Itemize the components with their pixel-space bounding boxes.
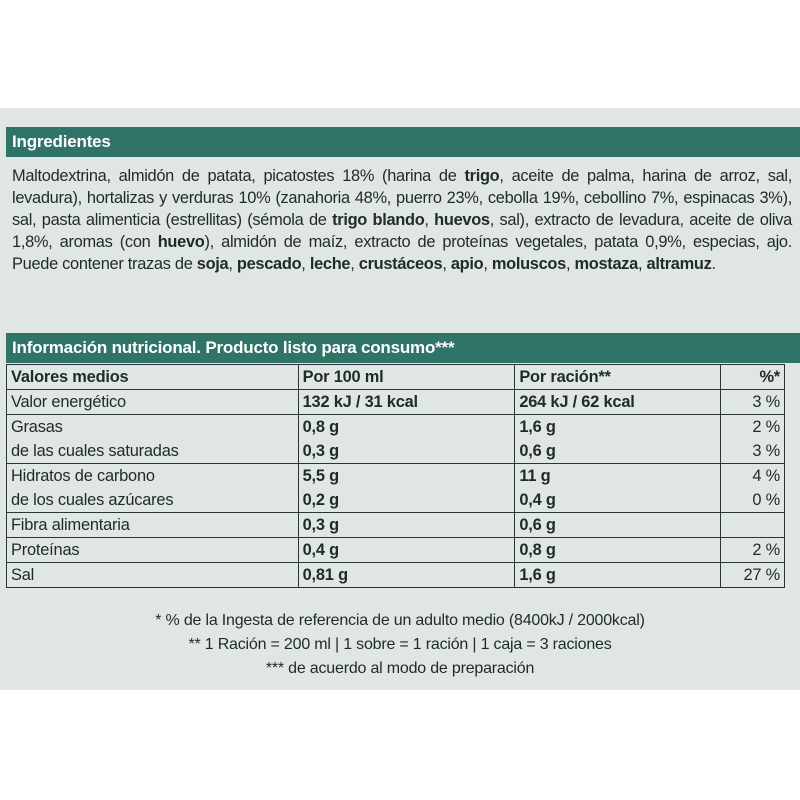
allergen-highlight: pescado <box>236 255 302 273</box>
table-row <box>7 538 785 563</box>
row-value-per-serving: 1,6 g <box>515 563 721 588</box>
footnote-preparation: *** de acuerdo al modo de preparación <box>265 660 535 677</box>
ingredient-text: , <box>350 255 359 273</box>
allergen-highlight: leche <box>309 255 351 273</box>
ingredient-text: , aceite de palma, harina de arroz, sal, levadura), hortalizas y verduras 10% (zanahoria 48%, puerro 23%, cebolla 19%, cebollino 7%, espinacas 3%), sal, pasta alimenticia (estrellitas) (sémola de <box>12 167 792 229</box>
footnote-reference-intake: * % de la Ingesta de referencia de un adulto medio (8400kJ / 2000kcal) <box>155 612 645 629</box>
table-row <box>7 513 785 538</box>
table-row <box>7 464 785 489</box>
ingredient-text: Maltodextrina, almidón de patata, picatostes 18% (harina de <box>12 167 465 185</box>
row-value-per-100ml: 5,5 g <box>298 464 515 489</box>
row-value-percent: 2 % <box>721 415 785 440</box>
allergen-highlight: trigo blando <box>332 211 425 229</box>
allergen-highlight: altramuz <box>646 255 712 273</box>
row-value-percent: 27 % <box>721 563 785 588</box>
nutrition-header: Información nutricional. Producto listo para consumo*** <box>6 333 800 363</box>
row-value-per-100ml: 0,8 g <box>298 415 515 440</box>
allergen-highlight: moluscos <box>491 255 566 273</box>
table-row <box>7 415 785 440</box>
ingredient-text: , <box>301 255 310 273</box>
row-value-per-serving: 0,6 g <box>515 439 721 464</box>
column-header-values: Valores medios <box>7 365 299 390</box>
row-value-percent: 3 % <box>721 390 785 415</box>
row-value-percent: 4 % <box>721 464 785 489</box>
column-header-per-serving: Por ración** <box>515 365 721 390</box>
row-label: Sal <box>7 563 299 588</box>
row-value-per-100ml: 0,3 g <box>298 513 515 538</box>
allergen-highlight: soja <box>196 255 229 273</box>
allergen-highlight: trigo <box>464 167 500 185</box>
row-value-percent: 0 % <box>721 488 785 513</box>
allergen-highlight: apio <box>450 255 484 273</box>
row-value-percent <box>721 513 785 538</box>
allergen-highlight: crustáceos <box>358 255 443 273</box>
row-value-percent: 2 % <box>721 538 785 563</box>
ingredients-paragraph <box>12 165 792 275</box>
row-value-per-serving: 0,8 g <box>515 538 721 563</box>
ingredients-header: Ingredientes <box>6 127 800 157</box>
ingredients-text <box>12 165 792 275</box>
row-label: Proteínas <box>7 538 299 563</box>
table-row <box>7 390 785 415</box>
row-value-per-100ml: 0,2 g <box>298 488 515 513</box>
table-row <box>7 439 785 464</box>
ingredient-text: . <box>711 255 716 273</box>
ingredient-text: , <box>565 255 575 273</box>
row-label: de las cuales saturadas <box>7 439 299 464</box>
row-value-per-serving: 11 g <box>515 464 721 489</box>
ingredient-text: , <box>637 255 647 273</box>
table-row <box>7 563 785 588</box>
footnote-serving-size: ** 1 Ración = 200 ml | 1 sobre = 1 ración | 1 caja = 3 raciones <box>188 636 612 653</box>
row-value-per-100ml: 0,3 g <box>298 439 515 464</box>
row-label: de los cuales azúcares <box>7 488 299 513</box>
row-value-percent: 3 % <box>721 439 785 464</box>
ingredient-text: , <box>483 255 492 273</box>
table-row <box>7 488 785 513</box>
row-label: Fibra alimentaria <box>7 513 299 538</box>
allergen-highlight: huevos <box>434 211 490 229</box>
ingredient-text: , <box>424 211 435 229</box>
row-label: Valor energético <box>7 390 299 415</box>
row-value-per-100ml: 0,4 g <box>298 538 515 563</box>
column-header-percent: %* <box>721 365 785 390</box>
ingredient-text: , <box>228 255 237 273</box>
ingredient-text: ), almidón de maíz, extracto de proteínas vegetales, patata 0,9%, especias, ajo. Puede contener trazas de <box>12 233 792 273</box>
ingredient-text: , <box>442 255 451 273</box>
ingredient-text: , sal), extracto de levadura, aceite de oliva 1,8%, aromas (con <box>12 211 792 251</box>
allergen-highlight: huevo <box>157 233 205 251</box>
nutrition-table-header-row <box>7 365 785 390</box>
row-label: Hidratos de carbono <box>7 464 299 489</box>
row-label: Grasas <box>7 415 299 440</box>
row-value-per-serving: 1,6 g <box>515 415 721 440</box>
allergen-highlight: mostaza <box>574 255 638 273</box>
row-value-per-100ml: 132 kJ / 31 kcal <box>298 390 515 415</box>
column-header-per-100ml: Por 100 ml <box>298 365 515 390</box>
nutrition-table <box>6 364 785 588</box>
row-value-per-100ml: 0,81 g <box>298 563 515 588</box>
row-value-per-serving: 264 kJ / 62 kcal <box>515 390 721 415</box>
row-value-per-serving: 0,4 g <box>515 488 721 513</box>
row-value-per-serving: 0,6 g <box>515 513 721 538</box>
